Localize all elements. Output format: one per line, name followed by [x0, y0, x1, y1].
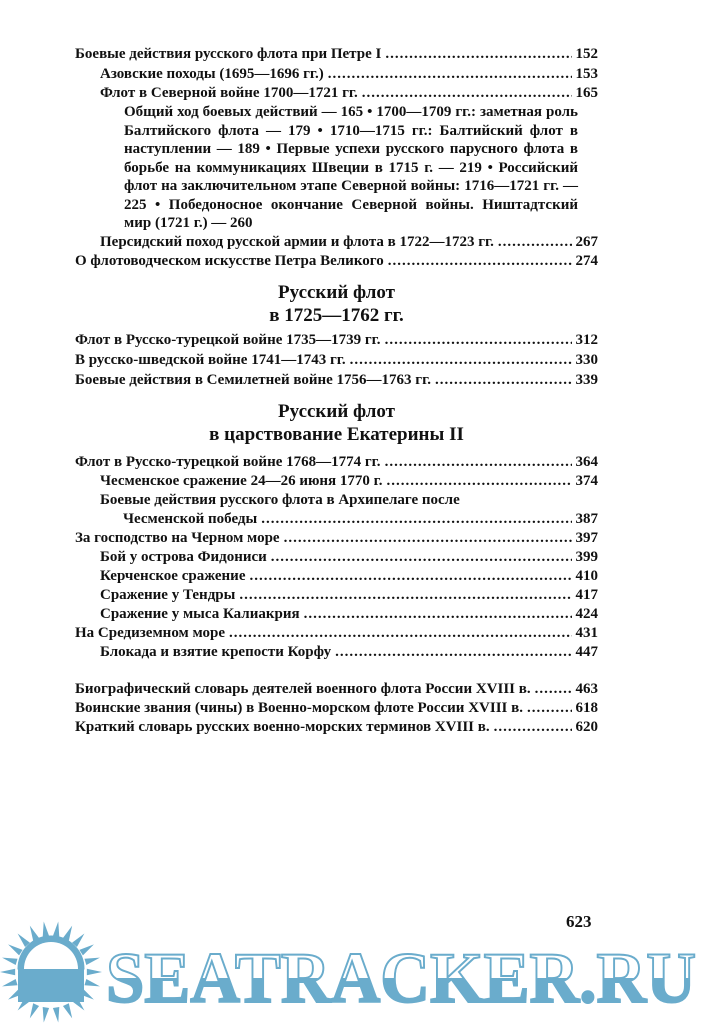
dot-leader — [350, 351, 572, 370]
dot-leader — [527, 699, 572, 718]
heading-line: в царствование Екатерины II — [209, 424, 464, 445]
dot-leader — [435, 371, 572, 390]
toc-entry — [75, 624, 598, 643]
toc-title: Боевые действия русского флота в Архипелаге после — [100, 492, 460, 508]
sun-ray — [43, 1007, 49, 1022]
dot-leader — [362, 84, 572, 103]
toc-entry — [75, 718, 598, 737]
toc-entry — [75, 351, 598, 370]
sun-ray — [53, 1007, 59, 1022]
toc-title: Краткий словарь русских военно-морских терминов XVIII в. — [75, 719, 490, 735]
toc-entry — [75, 699, 598, 718]
toc-page: 267 — [575, 234, 598, 250]
sun-ray — [84, 958, 99, 965]
heading-line: Русский флот — [278, 401, 395, 422]
dot-leader — [249, 567, 571, 586]
section-heading — [75, 281, 598, 327]
toc-title: Воинские звания (чины) в Военно-морском флоте России XVIII в. — [75, 700, 523, 716]
toc-title: Персидский поход русской армии и флота в 1722—1723 гг. — [100, 234, 494, 250]
sun-ray — [2, 979, 17, 986]
heading-line: Русский флот — [278, 282, 395, 303]
dot-leader — [385, 453, 572, 472]
dot-leader — [535, 680, 572, 699]
toc-page: 153 — [575, 66, 598, 82]
toc-entry — [100, 233, 598, 252]
toc-entry — [75, 331, 598, 350]
toc-title: Бой у острова Фидониси — [100, 549, 267, 565]
toc-page: 463 — [575, 681, 598, 697]
toc-page: 424 — [575, 606, 598, 622]
toc-page: 165 — [575, 85, 598, 101]
toc-entry — [100, 567, 598, 586]
toc-entry — [75, 529, 598, 548]
toc-page: 364 — [575, 454, 598, 470]
toc-page: 152 — [575, 46, 598, 62]
sun-ray — [84, 979, 99, 986]
toc-title: Флот в Русско-турецкой войне 1768—1774 гг. — [75, 454, 381, 470]
toc-entry — [100, 605, 598, 624]
dot-leader — [284, 529, 572, 548]
sun-ray — [79, 944, 93, 955]
toc-entry — [75, 453, 598, 472]
toc-page: 620 — [575, 719, 598, 735]
toc-entry — [75, 371, 598, 390]
page-number: 623 — [566, 912, 592, 931]
toc-entry — [75, 252, 598, 271]
dot-leader — [239, 586, 571, 605]
watermark-text: SEATRACKER.RU — [106, 938, 696, 1018]
toc-page: 387 — [575, 511, 598, 527]
dot-leader — [385, 331, 572, 350]
sun-ray — [87, 969, 102, 975]
toc-page: 431 — [575, 625, 598, 641]
toc-entry — [100, 472, 598, 491]
section-heading — [75, 400, 598, 446]
toc-title-continued: Чесменской победы — [123, 511, 258, 527]
dot-leader — [271, 548, 572, 567]
toc-title: Боевые действия русского флота при Петре I — [75, 46, 382, 62]
toc-title: Боевые действия в Семилетней войне 1756—1763 гг. — [75, 372, 431, 388]
sun-ray — [30, 1003, 39, 1018]
toc-entry — [100, 548, 598, 567]
toc-entry — [100, 65, 598, 84]
sun-ray — [53, 922, 59, 937]
toc-title: Керченское сражение — [100, 568, 246, 584]
dot-leader — [335, 643, 571, 662]
sun-ray — [8, 944, 22, 955]
toc-page: 397 — [575, 530, 598, 546]
heading-line: в 1725—1762 гг. — [269, 305, 404, 326]
toc-title: Биографический словарь деятелей военного флота России XVIII в. — [75, 681, 531, 697]
toc-page: 417 — [575, 587, 598, 603]
subsection-paragraph: Общий ход боевых действий — 165 • 1700—1709 гг.: заметная роль Балтийского флота — 179 • 1710—1715 гг.: Балтийский флот в наступлении — 189 • Первые успехи русского парусного флота в борьбе на коммуникациях Швеции в 1715 г. — 219 • Российский флот на заключительном этапе Северной войны: 1716—1721 гг. — 225 • Победоносное окончание Северной войны. Ништадтский мир (1721 г.) — 260 — [124, 104, 578, 231]
dot-leader — [498, 233, 572, 252]
toc-title: В русско-шведской войне 1741—1743 гг. — [75, 352, 346, 368]
dot-leader — [304, 605, 572, 624]
toc-title: О флотоводческом искусстве Петра Великого — [75, 253, 384, 269]
toc-entry — [75, 45, 598, 64]
toc-page: 618 — [575, 700, 598, 716]
sun-ray — [43, 922, 49, 937]
toc-entry — [100, 84, 598, 103]
toc-page: 274 — [575, 253, 598, 269]
sun-ray — [0, 969, 15, 975]
toc-page: 374 — [575, 473, 598, 489]
dot-leader — [261, 510, 571, 529]
toc-title: Чесменское сражение 24—26 июня 1770 г. — [100, 473, 383, 489]
toc-entry — [100, 586, 598, 605]
dot-leader — [388, 252, 572, 271]
toc-page: 312 — [575, 332, 598, 348]
toc-title: За господство на Черном море — [75, 530, 280, 546]
dot-leader — [229, 624, 571, 643]
toc-entry — [100, 491, 598, 529]
toc-title: Блокада и взятие крепости Корфу — [100, 644, 332, 660]
dot-leader — [494, 718, 572, 737]
toc-entry — [100, 643, 598, 662]
toc-title: Флот в Русско-турецкой войне 1735—1739 гг. — [75, 332, 381, 348]
toc-page: 330 — [575, 352, 598, 368]
dot-leader — [387, 472, 572, 491]
toc-title: Сражение у Тендры — [100, 587, 236, 603]
toc-title: На Средиземном море — [75, 625, 226, 641]
toc-title: Сражение у мыса Калиакрия — [100, 606, 300, 622]
sun-icon — [0, 922, 102, 1023]
seatracker-watermark-logo — [0, 920, 709, 1024]
toc-page: 339 — [575, 372, 598, 388]
toc-title: Азовские походы (1695—1696 гг.) — [100, 66, 324, 82]
toc-page: 410 — [575, 568, 598, 584]
dot-leader — [328, 65, 572, 84]
toc-page: 399 — [575, 549, 598, 565]
sun-ray — [2, 958, 17, 965]
toc-entry — [75, 680, 598, 699]
toc-title: Флот в Северной войне 1700—1721 гг. — [100, 85, 358, 101]
dot-leader — [385, 45, 571, 64]
sun-ray — [63, 1003, 72, 1018]
toc-page: 447 — [575, 644, 598, 660]
